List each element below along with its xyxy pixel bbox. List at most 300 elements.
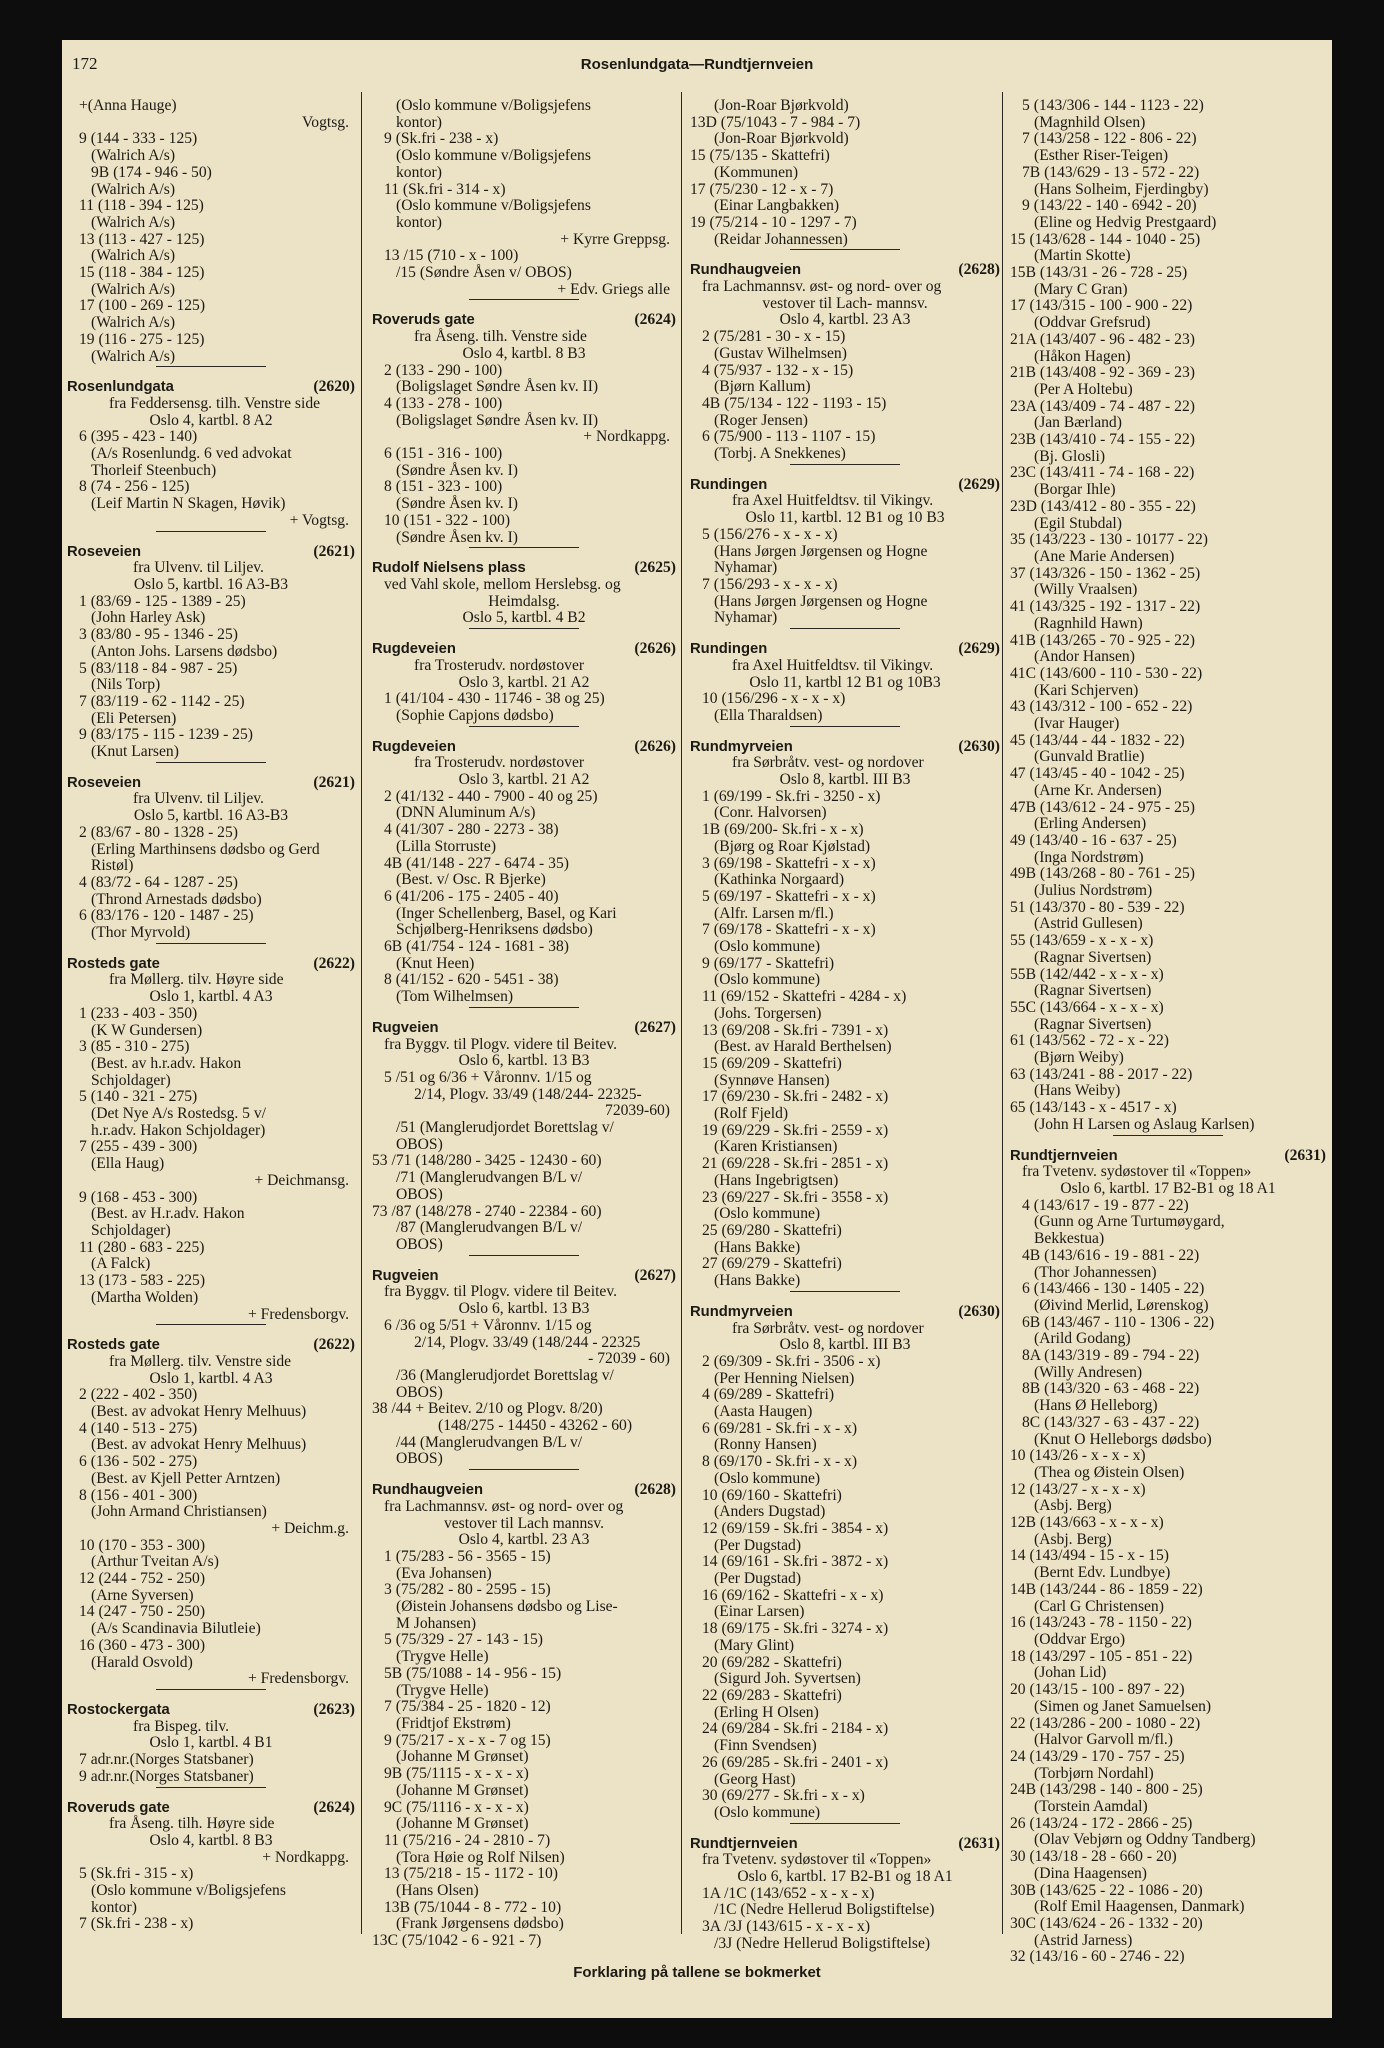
entry-line: 49 (143/40 - 16 - 637 - 25) — [1010, 831, 1177, 849]
entry-line: (Per Dugstad) — [714, 1570, 802, 1588]
entry-line: 3 (69/198 - Skattefri - x - x) — [702, 854, 876, 872]
entry-line: (Roger Jensen) — [714, 411, 808, 429]
entry-line: (Rolf Emil Haagensen, Danmark) — [1034, 1898, 1245, 1916]
entry-line: (Trygve Helle) — [396, 1681, 489, 1699]
text-column-3 — [690, 98, 1000, 1953]
entry-line: 23C (143/411 - 74 - 168 - 22) — [1010, 464, 1195, 482]
entry-line: Oslo 4, kartbl. 8 B3 — [149, 1831, 273, 1849]
entry-line: OBOS) — [396, 1236, 443, 1253]
entry-line: (Willy Andresen) — [1034, 1363, 1143, 1381]
entry-line: 16 (143/243 - 78 - 1150 - 22) — [1010, 1614, 1192, 1632]
entry-line: (Oddvar Grefsrud) — [1034, 314, 1151, 332]
entry-line: + Deichmansg. — [254, 1171, 349, 1189]
entry-divider-rule — [469, 726, 579, 727]
entry-line: (Knut O Helleborgs dødsbo) — [1034, 1430, 1212, 1448]
entry-line: (Hans Ø Helleborg) — [1034, 1397, 1158, 1415]
entry-line: 2/14, Plogv. 33/49 (148/244 - 22325 — [414, 1333, 641, 1351]
entry-line: (Mary C Gran) — [1034, 280, 1128, 298]
entry-line: fra Tvetenv. sydøstover til «Toppen» — [702, 1851, 932, 1869]
entry-line: 32 (143/16 - 60 - 2746 - 22) — [1010, 1948, 1185, 1966]
entry-line: 14 (143/494 - 15 - x - 15) — [1010, 1547, 1169, 1565]
street-name: Rosenlundgata — [67, 379, 174, 396]
entry-line: 8C (143/327 - 63 - 437 - 22) — [1022, 1413, 1200, 1431]
entry-line: 19 (69/229 - Sk.fri - 2559 - x) — [702, 1121, 889, 1139]
entry-line: (John H Larsen og Aslaug Karlsen) — [1034, 1115, 1255, 1133]
entry-line: (Thrond Arnestads dødsbo) — [91, 890, 262, 908]
entry-divider-rule — [469, 1255, 579, 1256]
entry-line: 9B (174 - 946 - 50) — [91, 163, 212, 181]
entry-line: (Hans Jørgen Jørgensen og Hogne — [714, 542, 928, 560]
entry-line: (Alfr. Larsen m/fl.) — [714, 904, 834, 922]
entry-line: /44 (Manglerudvangen B/L v/ — [396, 1433, 583, 1451]
entry-line: (Håkon Hagen) — [1034, 347, 1131, 365]
entry-line: 4 (143/617 - 19 - 877 - 22) — [1022, 1196, 1189, 1214]
entry-line: 11 (118 - 394 - 125) — [79, 197, 204, 215]
entry-line: 10 (69/160 - Skattefri) — [702, 1486, 842, 1504]
entry-line: Oslo 6, kartbl. 17 B2-B1 og 18 A1 — [737, 1868, 953, 1886]
entry-line: (Arne Syversen) — [91, 1586, 194, 1604]
entry-line: (Synnøve Hansen) — [714, 1071, 830, 1089]
entry-line: h.r.adv. Hakon Schjoldager) — [91, 1121, 266, 1139]
entry-line: (Oslo kommune v/Boligsjefens — [91, 1882, 286, 1900]
entry-line: 15 (118 - 384 - 125) — [79, 264, 205, 282]
entry-line: (Bernt Edv. Lundbye) — [1034, 1564, 1171, 1582]
entry-line: 12 (244 - 752 - 250) — [79, 1570, 206, 1588]
entry-line: 5B (75/1088 - 14 - 956 - 15) — [384, 1664, 562, 1682]
entry-divider-rule — [156, 1689, 266, 1690]
entry-line: 19 (116 - 275 - 125) — [79, 330, 205, 348]
entry-line: Oslo 6, kartbl. 17 B2-B1 og 18 A1 — [1060, 1180, 1276, 1197]
entry-line: (A/s Scandinavia Bilutleie) — [91, 1620, 261, 1638]
entry-line: 6 (151 - 316 - 100) — [384, 445, 503, 463]
entry-line: 9 adr.nr.(Norges Statsbaner) — [79, 1767, 254, 1785]
street-name: Rostockergata — [67, 1701, 170, 1718]
entry-line: (Johanne M Grønset) — [396, 1781, 529, 1799]
entry-divider-rule — [469, 628, 579, 629]
entry-line: vestover til Lach mannsv. — [443, 1514, 605, 1532]
entry-line: (Oslo kommune v/Boligsjefens — [396, 147, 591, 165]
entry-line: (Best. av H.r.adv. Hakon — [91, 1205, 245, 1223]
entry-line: (Bjørg og Roar Kjølstad) — [714, 837, 871, 855]
street-name: Rosteds gate — [67, 955, 160, 972]
entry-line: 8 (74 - 256 - 125) — [79, 478, 190, 496]
entry-line: 14 (247 - 750 - 250) — [79, 1603, 206, 1621]
entry-line: (Per A Holtebu) — [1034, 380, 1133, 398]
entry-line: 9 (75/217 - x - x - 7 og 15) — [384, 1731, 551, 1749]
entry-line: 51 (143/370 - 80 - 539 - 22) — [1010, 898, 1185, 916]
street-heading — [1010, 1148, 1326, 1165]
entry-line: 4 (69/289 - Skattefri) — [702, 1386, 835, 1404]
entry-line: 22 (69/283 - Skattefri) — [702, 1686, 842, 1704]
entry-line: vestover til Lach- mannsv. — [762, 294, 928, 312]
entry-line: Oslo 3, kartbl. 21 A2 — [458, 673, 590, 691]
entry-line: 5 (140 - 321 - 275) — [79, 1088, 198, 1106]
entry-line: 7 (69/178 - Skattefri - x - x) — [702, 921, 876, 939]
entry-line: Oslo 4, kartbl. 23 A3 — [458, 1531, 590, 1549]
entry-line: 10 (170 - 353 - 300) — [79, 1536, 206, 1554]
entry-line: Oslo 8, kartbl. III B3 — [779, 771, 911, 789]
entry-line: fra Åseng. tilh. Høyre side — [109, 1815, 275, 1833]
entry-line: Oslo 8, kartbl. III B3 — [779, 1336, 911, 1354]
entry-line: + Kyrre Greppsg. — [560, 230, 670, 248]
entry-line: (Hans Solheim, Fjerdingby) — [1034, 180, 1209, 198]
entry-line: 4B (75/134 - 122 - 1193 - 15) — [702, 394, 887, 412]
entry-line: (Knut Larsen) — [91, 743, 179, 761]
entry-line: 1 (41/104 - 430 - 11746 - 38 og 25) — [384, 690, 605, 708]
entry-line: (Willy Vraalsen) — [1034, 581, 1138, 599]
entry-line: (Best. av Harald Berthelsen) — [714, 1038, 892, 1056]
entry-line: Oslo 1, kartbl. 4 A3 — [149, 1369, 273, 1387]
entry-line: fra Lachmannsv. øst- og nord- over og — [384, 1497, 624, 1515]
entry-line: 45 (143/44 - 44 - 1832 - 22) — [1010, 731, 1185, 749]
street-code: (2625) — [634, 559, 676, 577]
entry-line: (Julius Nordstrøm) — [1034, 882, 1153, 900]
entry-line: Oslo 4, kartbl. 8 A2 — [149, 411, 273, 429]
street-heading — [372, 1268, 676, 1285]
entry-line: 14 (69/161 - Sk.fri - 3872 - x) — [702, 1553, 889, 1571]
entry-line: 2 (69/309 - Sk.fri - 3506 - x) — [702, 1352, 881, 1370]
entry-line: 26 (69/285 - Sk.fri - 2401 - x) — [702, 1753, 889, 1771]
street-code: (2624) — [634, 311, 676, 329]
entry-line: 3 (85 - 310 - 275) — [79, 1038, 190, 1056]
entry-line: 4B (143/616 - 19 - 881 - 22) — [1022, 1246, 1200, 1264]
street-code: (2621) — [313, 773, 355, 791]
entry-line: 11 (69/152 - Skattefri - 4284 - x) — [702, 988, 907, 1006]
entry-line: 6 (75/900 - 113 - 1107 - 15) — [702, 428, 876, 446]
entry-line: (Walrich A/s) — [91, 213, 176, 231]
entry-line: 9B (75/1115 - x - x - x) — [384, 1765, 529, 1783]
entry-divider-rule — [156, 943, 266, 944]
entry-line: (Anton Johs. Larsens dødsbo) — [91, 642, 278, 660]
street-heading — [372, 739, 676, 756]
entry-divider-rule — [1113, 1135, 1223, 1136]
entry-line: (Walrich A/s) — [91, 314, 176, 332]
street-code: (2626) — [634, 640, 676, 658]
entry-line: 1 (233 - 403 - 350) — [79, 1004, 198, 1022]
entry-line: (Frank Jørgensens dødsbo) — [396, 1915, 564, 1933]
entry-line: (Best. av advokat Henry Melhuus) — [91, 1403, 307, 1421]
entry-line: (Johs. Torgersen) — [714, 1004, 822, 1022]
entry-line: (Johan Lid) — [1034, 1664, 1107, 1682]
entry-line: (Johanne M Grønset) — [396, 1815, 529, 1833]
entry-line: 10 (156/296 - x - x - x) — [702, 690, 846, 708]
entry-line: (Tom Wilhelmsen) — [396, 988, 514, 1006]
entry-line: kontor) — [396, 213, 442, 231]
entry-line: 7 (143/258 - 122 - 806 - 22) — [1022, 130, 1197, 148]
entry-line: 2 (75/281 - 30 - x - 15) — [702, 328, 846, 346]
entry-divider-rule — [790, 249, 900, 250]
entry-line: fra Åseng. tilh. Venstre side — [414, 328, 587, 346]
entry-line: 22 (143/286 - 200 - 1080 - 22) — [1010, 1714, 1201, 1732]
entry-line: (Øivind Merlid, Lørenskog) — [1034, 1296, 1209, 1314]
entry-line: 47B (143/612 - 24 - 975 - 25) — [1010, 798, 1195, 816]
entry-line: Oslo 4, kartbl. 8 B3 — [462, 344, 586, 362]
street-name: Rundmyrveien — [690, 1303, 793, 1320]
entry-line: 7 (Sk.fri - 238 - x) — [79, 1915, 194, 1933]
entry-line: 13B (75/1044 - 8 - 772 - 10) — [384, 1898, 562, 1916]
entry-line: 18 (69/175 - Sk.fri - 3274 - x) — [702, 1620, 889, 1638]
entry-line: 9C (75/1116 - x - x - x) — [384, 1798, 529, 1816]
column-divider — [361, 92, 362, 1934]
street-name: Rundhaugveien — [372, 1482, 483, 1499]
entry-line: 1A /1C (143/652 - x - x - x) — [702, 1884, 875, 1902]
entry-line: 4B (41/148 - 227 - 6474 - 35) — [384, 854, 569, 872]
entry-line: + Nordkappg. — [583, 428, 670, 446]
running-head: Rosenlundgata—Rundtjernveien — [580, 56, 814, 73]
entry-line: 30B (143/625 - 22 - 1086 - 20) — [1010, 1881, 1203, 1899]
street-code: (2631) — [1284, 1146, 1326, 1164]
entry-line: (Oslo kommune) — [714, 1803, 821, 1821]
entry-line: (Karen Kristiansen) — [714, 1138, 838, 1156]
entry-line: 2 (41/132 - 440 - 7900 - 40 og 25) — [384, 787, 598, 805]
entry-line: (Ivar Hauger) — [1034, 715, 1120, 733]
street-heading — [372, 312, 676, 329]
entry-line: (Dina Haagensen) — [1034, 1864, 1148, 1882]
entry-line: (Erling Marthinsens dødsbo og Gerd — [91, 840, 320, 858]
entry-line: 72039-60) — [605, 1102, 670, 1120]
entry-line: (Finn Svendsen) — [714, 1737, 817, 1755]
street-heading — [690, 1304, 1000, 1321]
entry-line: 2 (222 - 402 - 350) — [79, 1386, 198, 1404]
entry-line: (Rolf Fjeld) — [714, 1105, 789, 1123]
entry-line: (Erling H Olsen) — [714, 1703, 819, 1721]
street-name: Rundingen — [690, 476, 768, 493]
entry-line: 55 (143/659 - x - x - x) — [1010, 932, 1154, 950]
entry-line: (Best. av h.r.adv. Hakon — [91, 1054, 242, 1072]
entry-line: (Sophie Capjons dødsbo) — [396, 706, 554, 724]
entry-line: Oslo 5, kartbl. 4 B2 — [462, 609, 586, 627]
entry-line: 6B (41/754 - 124 - 1681 - 38) — [384, 938, 569, 956]
entry-line: (Sigurd Joh. Syvertsen) — [714, 1670, 861, 1688]
entry-line: (Oslo kommune) — [714, 1469, 821, 1487]
entry-line: (Walrich A/s) — [91, 180, 176, 198]
entry-line: 8 (41/152 - 620 - 5451 - 38) — [384, 971, 559, 989]
street-code: (2631) — [958, 1834, 1000, 1852]
street-heading — [690, 739, 1000, 756]
street-code: (2630) — [958, 737, 1000, 755]
entry-line: 16 (69/162 - Skattefri - x - x) — [702, 1586, 884, 1604]
entry-line: + Fredensborgv. — [247, 1670, 349, 1688]
entry-line: 11 (280 - 683 - 225) — [79, 1238, 205, 1256]
entry-line: (K W Gundersen) — [91, 1021, 203, 1039]
street-heading — [67, 1337, 355, 1354]
entry-line: (A Falck) — [91, 1255, 151, 1273]
entry-line: 10 (151 - 322 - 100) — [384, 511, 511, 529]
entry-line: (Oslo kommune) — [714, 938, 821, 956]
entry-line: 9 (168 - 453 - 300) — [79, 1188, 198, 1206]
entry-line: 12 (69/159 - Sk.fri - 3854 - x) — [702, 1519, 889, 1537]
street-name: Rundhaugveien — [690, 262, 801, 279]
entry-line: (Kari Schjerven) — [1034, 681, 1139, 699]
entry-line: 1 (83/69 - 125 - 1389 - 25) — [79, 592, 246, 610]
street-heading — [690, 1836, 1000, 1853]
entry-line: 8 (156 - 401 - 300) — [79, 1486, 198, 1504]
entry-line: (Leif Martin N Skagen, Høvik) — [91, 495, 286, 513]
entry-divider-rule — [156, 1324, 266, 1325]
street-code: (2629) — [958, 475, 1000, 493]
entry-line: (Eli Petersen) — [91, 709, 177, 727]
entry-line: 41B (143/265 - 70 - 925 - 22) — [1010, 631, 1195, 649]
street-code: (2628) — [634, 1481, 676, 1499]
entry-line: 9 (144 - 333 - 125) — [79, 130, 198, 148]
entry-line: 9 (Sk.fri - 238 - x) — [384, 130, 499, 148]
entry-line: fra Axel Huitfeldtsv. til Vikingv. — [732, 656, 934, 674]
street-code: (2621) — [313, 542, 355, 560]
entry-line: 4 (41/307 - 280 - 2273 - 38) — [384, 821, 559, 839]
entry-line: 9 (143/22 - 140 - 6942 - 20) — [1022, 197, 1197, 215]
entry-line: 15 (75/135 - Skattefri) — [690, 147, 830, 165]
entry-line: (Astrid Jarness) — [1034, 1931, 1133, 1949]
entry-line: 8 (69/170 - Sk.fri - x - x) — [702, 1453, 858, 1471]
entry-line: (Georg Hast) — [714, 1770, 796, 1788]
entry-line: 30C (143/624 - 26 - 1332 - 20) — [1010, 1914, 1203, 1932]
directory-page — [62, 40, 1332, 2018]
entry-line: + Deichm.g. — [271, 1519, 349, 1537]
entry-line: (Ronny Hansen) — [714, 1436, 817, 1454]
footer-note: Forklaring på tallene se bokmerket — [573, 1964, 821, 1981]
entry-line: M Johansen) — [396, 1614, 477, 1632]
entry-divider-rule — [156, 366, 266, 367]
entry-line: (Søndre Åsen kv. I) — [396, 495, 518, 513]
entry-line: 5 (143/306 - 144 - 1123 - 22) — [1022, 97, 1204, 114]
entry-line: + Edv. Griegs alle — [557, 280, 670, 298]
entry-line: fra Byggv. til Plogv. videre til Beitev. — [384, 1283, 617, 1301]
entry-line: 20 (69/282 - Skattefri) — [702, 1653, 842, 1671]
entry-line: 41 (143/325 - 192 - 1317 - 22) — [1010, 598, 1201, 616]
entry-line: (Johanne M Grønset) — [396, 1748, 529, 1766]
entry-line: 1 (69/199 - Sk.fri - 3250 - x) — [702, 787, 881, 805]
street-name: Rugdeveien — [372, 641, 456, 658]
entry-line: 5 (75/329 - 27 - 143 - 15) — [384, 1631, 543, 1649]
street-code: (2620) — [313, 378, 355, 396]
entry-line: 13 (75/218 - 15 - 1172 - 10) — [384, 1865, 558, 1883]
entry-line: (Reidar Johannessen) — [714, 230, 848, 248]
entry-line: (Hans Weiby) — [1034, 1082, 1121, 1100]
entry-line: Nyhamar) — [714, 559, 778, 577]
entry-line: (Walrich A/s) — [91, 247, 176, 265]
entry-line: (Asbj. Berg) — [1034, 1497, 1112, 1515]
entry-line: 53 /71 (148/280 - 3425 - 12430 - 60) — [372, 1152, 602, 1170]
entry-line: fra Sørbråtv. vest- og nordover — [732, 754, 924, 772]
entry-line: 55B (142/442 - x - x - x) — [1010, 965, 1164, 983]
entry-line: fra Møllerg. tilv. Venstre side — [109, 1352, 292, 1370]
entry-line: 14B (143/244 - 86 - 1859 - 22) — [1010, 1580, 1203, 1598]
entry-line: 15 (69/209 - Skattefri) — [702, 1054, 842, 1072]
entry-line: Oslo 6, kartbl. 13 B3 — [458, 1052, 590, 1070]
entry-line: 23B (143/410 - 74 - 155 - 22) — [1010, 431, 1195, 449]
entry-line: 7 (255 - 439 - 300) — [79, 1138, 198, 1156]
entry-line: (Gustav Wilhelmsen) — [714, 344, 847, 362]
entry-line: (Kathinka Norgaard) — [714, 871, 845, 889]
entry-line: (Ragnhild Hawn) — [1034, 614, 1143, 632]
entry-line: /1C (Nedre Hellerud Boligstiftelse) — [714, 1901, 935, 1919]
entry-line: (Andor Hansen) — [1034, 648, 1135, 666]
entry-line: + Nordkappg. — [262, 1848, 349, 1866]
entry-line: (Nils Torp) — [91, 676, 161, 694]
entry-line: (Halvor Garvoll m/fl.) — [1034, 1731, 1174, 1749]
street-code: (2626) — [634, 737, 676, 755]
entry-line: (Thea og Øistein Olsen) — [1034, 1463, 1185, 1481]
entry-line: 1B (69/200- Sk.fri - x - x) — [702, 821, 864, 839]
entry-line: 17 (100 - 269 - 125) — [79, 297, 206, 315]
entry-line: OBOS) — [396, 1135, 443, 1153]
entry-line: 23 (69/227 - Sk.fri - 3558 - x) — [702, 1188, 889, 1206]
entry-line: (DNN Aluminum A/s) — [396, 804, 536, 822]
entry-line: (John Harley Ask) — [91, 609, 206, 627]
entry-line: (Oslo kommune) — [714, 1205, 821, 1223]
entry-line: 23D (143/412 - 80 - 355 - 22) — [1010, 497, 1196, 515]
entry-line: kontor) — [91, 1898, 137, 1916]
entry-line: 5 (69/197 - Skattefri - x - x) — [702, 887, 876, 905]
entry-line: (148/275 - 14450 - 43262 - 60) — [438, 1417, 633, 1435]
entry-line: fra Byggv. til Plogv. videre til Beitev. — [384, 1035, 617, 1053]
entry-line: 15 (143/628 - 144 - 1040 - 25) — [1010, 230, 1201, 248]
entry-line: 27 (69/279 - Skattefri) — [702, 1255, 842, 1273]
entry-line: /87 (Manglerudvangen B/L v/ — [396, 1219, 583, 1237]
entry-line: 8B (143/320 - 63 - 468 - 22) — [1022, 1380, 1200, 1398]
entry-line: OBOS) — [396, 1185, 443, 1203]
street-heading — [690, 477, 1000, 494]
entry-divider-rule — [790, 1823, 900, 1824]
entry-line: 2 (83/67 - 80 - 1328 - 25) — [79, 823, 238, 841]
entry-line: (Oslo kommune) — [714, 971, 821, 989]
entry-line: 6 (69/281 - Sk.fri - x - x) — [702, 1419, 858, 1437]
entry-line: Schjoldager) — [91, 1071, 171, 1089]
column-divider — [1002, 92, 1003, 1934]
entry-line: 21B (143/408 - 92 - 369 - 23) — [1010, 364, 1195, 382]
entry-line: (Inger Schellenberg, Basel, og Kari — [396, 904, 617, 922]
entry-line: (Olav Vebjørn og Oddny Tandberg) — [1034, 1831, 1256, 1849]
entry-line: (Torbjørn Nordahl) — [1034, 1764, 1154, 1782]
entry-divider-rule — [790, 726, 900, 727]
street-heading — [67, 1800, 355, 1817]
entry-line: 2/14, Plogv. 33/49 (148/244- 22325- — [414, 1085, 642, 1103]
entry-line: 30 (143/18 - 28 - 660 - 20) — [1010, 1848, 1177, 1866]
entry-line: 38 /44 + Beitev. 2/10 og Plogv. 8/20) — [372, 1400, 603, 1418]
entry-line: Bekkestua) — [1034, 1230, 1105, 1248]
street-name: Rudolf Nielsens plass — [372, 560, 526, 577]
entry-line: (Trygve Helle) — [396, 1648, 489, 1666]
entry-line: fra Axel Huitfeldtsv. til Vikingv. — [732, 492, 934, 510]
street-code: (2627) — [634, 1018, 676, 1036]
entry-line: 18 (143/297 - 105 - 851 - 22) — [1010, 1647, 1193, 1665]
entry-line: 24B (143/298 - 140 - 800 - 25) — [1010, 1781, 1203, 1799]
street-heading — [690, 262, 1000, 279]
street-heading — [67, 956, 355, 973]
entry-line: (Oslo kommune v/Boligsjefens — [396, 97, 591, 114]
entry-line: (Gunn og Arne Turtumøygard, — [1034, 1213, 1225, 1231]
entry-line: (Eline og Hedvig Prestgaard) — [1034, 213, 1217, 231]
street-name: Rundtjernveien — [1010, 1147, 1118, 1164]
entry-line: (A/s Rosenlundg. 6 ved advokat — [91, 445, 292, 463]
entry-line: 11 (75/216 - 24 - 2810 - 7) — [384, 1831, 551, 1849]
entry-line: 24 (69/284 - Sk.fri - 2184 - x) — [702, 1720, 889, 1738]
entry-line: Schjoldager) — [91, 1222, 171, 1239]
street-name: Roseveien — [67, 543, 142, 560]
entry-line: 17 (69/230 - Sk.fri - 2482 - x) — [702, 1088, 889, 1106]
entry-line: 5 (83/118 - 84 - 987 - 25) — [79, 659, 238, 677]
entry-line: (Best. v/ Osc. R Bjerke) — [396, 871, 546, 889]
entry-line: (Eva Johansen) — [396, 1564, 492, 1582]
entry-line: (Hans Bakke) — [714, 1272, 801, 1290]
entry-line: 12B (143/663 - x - x - x) — [1010, 1514, 1164, 1532]
entry-line: 9 (69/177 - Skattefri) — [702, 954, 835, 972]
entry-line: (Asbj. Berg) — [1034, 1530, 1112, 1548]
entry-line: (Aasta Haugen) — [714, 1403, 813, 1421]
entry-line: +(Anna Hauge) — [79, 97, 177, 114]
entry-line: 21A (143/407 - 96 - 482 - 23) — [1010, 330, 1195, 348]
entry-line: kontor) — [396, 113, 442, 131]
